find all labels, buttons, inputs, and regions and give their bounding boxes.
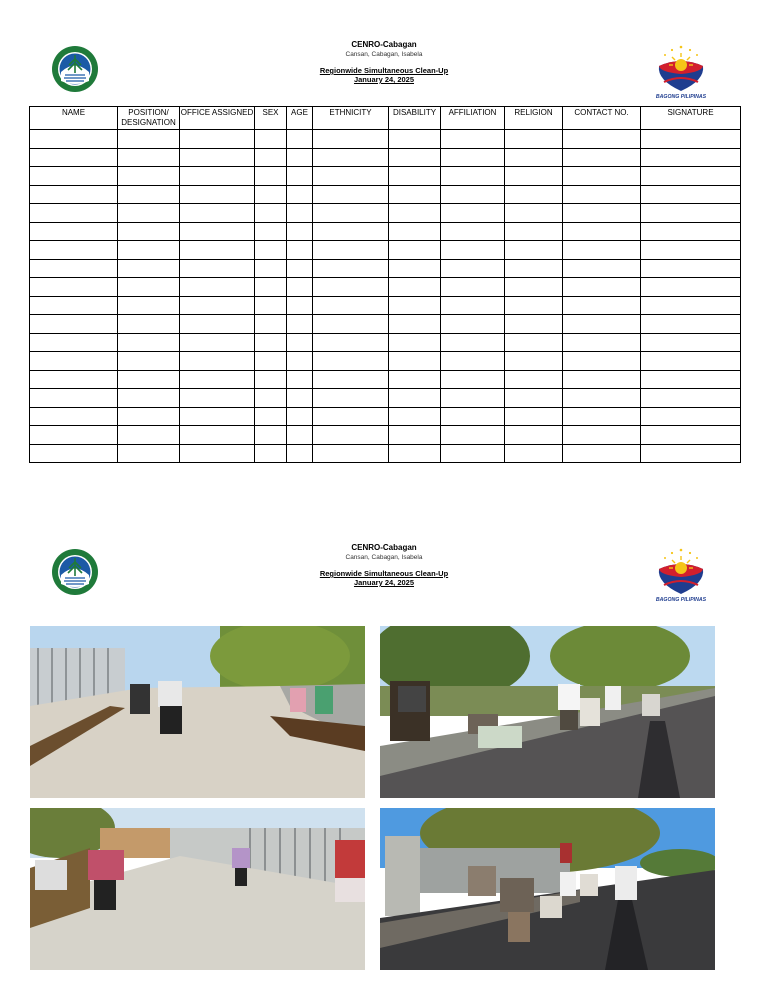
- table-cell[interactable]: [505, 315, 563, 334]
- table-cell[interactable]: [441, 426, 505, 445]
- table-cell[interactable]: [563, 130, 641, 149]
- table-row: [30, 148, 741, 167]
- table-cell[interactable]: [255, 185, 287, 204]
- table-cell[interactable]: [255, 389, 287, 408]
- table-cell[interactable]: [441, 167, 505, 186]
- table-cell[interactable]: [389, 370, 441, 389]
- column-header: AFFILIATION: [441, 107, 505, 130]
- table-cell[interactable]: [255, 241, 287, 260]
- table-cell[interactable]: [389, 241, 441, 260]
- event-title: Regionwide Simultaneous Clean-Up: [319, 569, 449, 578]
- table-cell[interactable]: [563, 370, 641, 389]
- table-cell[interactable]: [505, 444, 563, 463]
- table-cell[interactable]: [287, 259, 313, 278]
- table-cell[interactable]: [641, 204, 741, 223]
- table-cell[interactable]: [30, 148, 118, 167]
- table-cell[interactable]: [180, 407, 255, 426]
- table-cell[interactable]: [441, 204, 505, 223]
- table-cell[interactable]: [563, 444, 641, 463]
- table-cell[interactable]: [255, 352, 287, 371]
- table-row: [30, 241, 741, 260]
- table-cell[interactable]: [287, 148, 313, 167]
- table-row: [30, 185, 741, 204]
- office-name: CENRO-Cabagan: [351, 543, 417, 552]
- table-cell[interactable]: [30, 130, 118, 149]
- table-cell[interactable]: [641, 185, 741, 204]
- column-header: ETHNICITY: [313, 107, 389, 130]
- event-date: January 24, 2025: [353, 75, 415, 84]
- table-cell[interactable]: [30, 259, 118, 278]
- table-cell[interactable]: [441, 407, 505, 426]
- table-cell[interactable]: [641, 167, 741, 186]
- table-cell[interactable]: [255, 222, 287, 241]
- table-row: [30, 315, 741, 334]
- table-cell[interactable]: [389, 315, 441, 334]
- table-cell[interactable]: [180, 148, 255, 167]
- table-cell[interactable]: [505, 296, 563, 315]
- event-date: January 24, 2025: [353, 578, 415, 587]
- table-cell[interactable]: [641, 130, 741, 149]
- table-cell[interactable]: [563, 259, 641, 278]
- table-cell[interactable]: [441, 241, 505, 260]
- table-cell[interactable]: [180, 185, 255, 204]
- table-cell[interactable]: [641, 407, 741, 426]
- table-cell[interactable]: [563, 315, 641, 334]
- table-cell[interactable]: [563, 333, 641, 352]
- table-cell[interactable]: [180, 278, 255, 297]
- table-cell[interactable]: [118, 148, 180, 167]
- column-header: POSITION/ DESIGNATION: [118, 107, 180, 130]
- table-cell[interactable]: [641, 370, 741, 389]
- column-header: OFFICE ASSIGNED: [180, 107, 255, 130]
- table-cell[interactable]: [287, 426, 313, 445]
- table-cell[interactable]: [287, 204, 313, 223]
- table-cell[interactable]: [30, 333, 118, 352]
- table-cell[interactable]: [563, 389, 641, 408]
- table-cell[interactable]: [313, 167, 389, 186]
- table-cell[interactable]: [180, 370, 255, 389]
- table-row: [30, 333, 741, 352]
- table-cell[interactable]: [118, 315, 180, 334]
- bagong-pilipinas-logo-icon: [650, 44, 712, 100]
- table-cell[interactable]: [505, 370, 563, 389]
- table-cell[interactable]: [118, 407, 180, 426]
- table-cell[interactable]: [563, 241, 641, 260]
- table-cell[interactable]: [389, 259, 441, 278]
- table-cell[interactable]: [30, 222, 118, 241]
- header-text-block: [234, 543, 534, 587]
- table-cell[interactable]: [313, 278, 389, 297]
- table-cell[interactable]: [30, 426, 118, 445]
- table-cell[interactable]: [313, 389, 389, 408]
- table-cell[interactable]: [441, 352, 505, 371]
- table-cell[interactable]: [441, 370, 505, 389]
- table-cell[interactable]: [641, 241, 741, 260]
- column-header: SEX: [255, 107, 287, 130]
- photo-roadside-cleanup-2: [380, 808, 715, 970]
- table-cell[interactable]: [505, 389, 563, 408]
- table-cell[interactable]: [389, 167, 441, 186]
- table-cell[interactable]: [30, 167, 118, 186]
- table-cell[interactable]: [30, 204, 118, 223]
- table-cell[interactable]: [441, 148, 505, 167]
- table-cell[interactable]: [389, 333, 441, 352]
- table-row: [30, 278, 741, 297]
- table-cell[interactable]: [389, 426, 441, 445]
- table-cell[interactable]: [313, 241, 389, 260]
- photo-sidewalk-cleanup-2: [30, 808, 365, 970]
- table-row: [30, 296, 741, 315]
- event-title: Regionwide Simultaneous Clean-Up: [319, 66, 449, 75]
- table-cell[interactable]: [441, 389, 505, 408]
- table-cell[interactable]: [313, 315, 389, 334]
- table-row: [30, 370, 741, 389]
- table-cell[interactable]: [389, 204, 441, 223]
- column-header: NAME: [30, 107, 118, 130]
- table-cell[interactable]: [287, 333, 313, 352]
- table-cell[interactable]: [255, 370, 287, 389]
- table-cell[interactable]: [287, 389, 313, 408]
- table-cell[interactable]: [505, 185, 563, 204]
- table-cell[interactable]: [505, 222, 563, 241]
- table-cell[interactable]: [441, 185, 505, 204]
- table-cell[interactable]: [441, 315, 505, 334]
- table-cell[interactable]: [287, 167, 313, 186]
- office-name: CENRO-Cabagan: [351, 40, 417, 49]
- page-header-photos: [0, 543, 768, 603]
- table-cell[interactable]: [505, 167, 563, 186]
- bagong-pilipinas-label: BAGONG PILIPINAS: [655, 94, 707, 100]
- table-cell[interactable]: [180, 444, 255, 463]
- table-cell[interactable]: [389, 407, 441, 426]
- table-row: [30, 130, 741, 149]
- table-cell[interactable]: [563, 278, 641, 297]
- table-cell[interactable]: [641, 222, 741, 241]
- table-cell[interactable]: [30, 352, 118, 371]
- table-cell[interactable]: [255, 407, 287, 426]
- table-cell[interactable]: [313, 426, 389, 445]
- table-cell[interactable]: [505, 426, 563, 445]
- table-cell[interactable]: [563, 222, 641, 241]
- table-cell[interactable]: [313, 296, 389, 315]
- table-cell[interactable]: [505, 130, 563, 149]
- table-cell[interactable]: [505, 407, 563, 426]
- table-cell[interactable]: [563, 167, 641, 186]
- table-cell[interactable]: [313, 204, 389, 223]
- header-text-block: [234, 40, 534, 84]
- table-cell[interactable]: [441, 296, 505, 315]
- table-row: [30, 259, 741, 278]
- table-cell[interactable]: [641, 352, 741, 371]
- table-row: [30, 426, 741, 445]
- column-header: AGE: [287, 107, 313, 130]
- table-cell[interactable]: [30, 407, 118, 426]
- column-header: DISABILITY: [389, 107, 441, 130]
- table-cell[interactable]: [563, 185, 641, 204]
- attendance-table: [29, 106, 741, 463]
- table-cell[interactable]: [255, 444, 287, 463]
- table-cell[interactable]: [30, 370, 118, 389]
- table-cell[interactable]: [118, 352, 180, 371]
- table-cell[interactable]: [641, 278, 741, 297]
- table-cell[interactable]: [255, 259, 287, 278]
- table-cell[interactable]: [641, 389, 741, 408]
- table-cell[interactable]: [313, 370, 389, 389]
- table-cell[interactable]: [287, 130, 313, 149]
- table-cell[interactable]: [255, 148, 287, 167]
- table-row: [30, 222, 741, 241]
- table-cell[interactable]: [441, 259, 505, 278]
- table-cell[interactable]: [563, 407, 641, 426]
- table-cell[interactable]: [313, 222, 389, 241]
- table-cell[interactable]: [30, 444, 118, 463]
- table-cell[interactable]: [118, 185, 180, 204]
- table-cell[interactable]: [313, 130, 389, 149]
- table-cell[interactable]: [30, 389, 118, 408]
- table-row: [30, 167, 741, 186]
- table-cell[interactable]: [313, 148, 389, 167]
- table-cell[interactable]: [563, 204, 641, 223]
- table-cell[interactable]: [255, 204, 287, 223]
- table-cell[interactable]: [287, 296, 313, 315]
- table-cell[interactable]: [118, 370, 180, 389]
- table-cell[interactable]: [118, 444, 180, 463]
- table-row: [30, 204, 741, 223]
- bagong-pilipinas-logo-icon: [650, 547, 712, 603]
- table-cell[interactable]: [641, 148, 741, 167]
- table-cell[interactable]: [641, 259, 741, 278]
- table-cell[interactable]: [180, 426, 255, 445]
- table-cell[interactable]: [389, 222, 441, 241]
- table-cell[interactable]: [313, 333, 389, 352]
- table-cell[interactable]: [441, 444, 505, 463]
- table-row: [30, 407, 741, 426]
- table-cell[interactable]: [118, 204, 180, 223]
- table-cell[interactable]: [180, 352, 255, 371]
- table-cell[interactable]: [313, 444, 389, 463]
- table-cell[interactable]: [30, 241, 118, 260]
- table-cell[interactable]: [180, 241, 255, 260]
- table-cell[interactable]: [180, 167, 255, 186]
- table-cell[interactable]: [180, 259, 255, 278]
- column-header: RELIGION: [505, 107, 563, 130]
- table-cell[interactable]: [313, 352, 389, 371]
- table-cell[interactable]: [389, 278, 441, 297]
- table-cell[interactable]: [505, 204, 563, 223]
- table-cell[interactable]: [389, 130, 441, 149]
- table-cell[interactable]: [118, 241, 180, 260]
- page-header: [0, 40, 768, 100]
- table-cell[interactable]: [255, 315, 287, 334]
- table-cell[interactable]: [641, 444, 741, 463]
- table-cell[interactable]: [255, 426, 287, 445]
- table-cell[interactable]: [441, 222, 505, 241]
- table-cell[interactable]: [118, 167, 180, 186]
- table-cell[interactable]: [441, 333, 505, 352]
- table-cell[interactable]: [255, 167, 287, 186]
- table-cell[interactable]: [118, 296, 180, 315]
- table-cell[interactable]: [30, 185, 118, 204]
- table-cell[interactable]: [287, 370, 313, 389]
- table-cell[interactable]: [255, 130, 287, 149]
- table-cell[interactable]: [641, 296, 741, 315]
- office-address: Cansan, Cabagan, Isabela: [345, 554, 423, 561]
- table-cell[interactable]: [118, 259, 180, 278]
- table-cell[interactable]: [287, 222, 313, 241]
- table-cell[interactable]: [389, 444, 441, 463]
- table-cell[interactable]: [641, 333, 741, 352]
- table-cell[interactable]: [287, 315, 313, 334]
- table-body: [30, 130, 741, 463]
- table-cell[interactable]: [505, 333, 563, 352]
- table-cell[interactable]: [118, 222, 180, 241]
- table-cell[interactable]: [255, 333, 287, 352]
- table-cell[interactable]: [505, 259, 563, 278]
- table-cell[interactable]: [563, 426, 641, 445]
- table-cell[interactable]: [180, 315, 255, 334]
- table-cell[interactable]: [563, 296, 641, 315]
- office-address: Cansan, Cabagan, Isabela: [345, 51, 423, 58]
- table-cell[interactable]: [180, 389, 255, 408]
- table-cell[interactable]: [389, 352, 441, 371]
- table-cell[interactable]: [505, 148, 563, 167]
- denr-seal-icon: [51, 548, 99, 596]
- table-cell[interactable]: [180, 296, 255, 315]
- photo-sidewalk-cleanup-1: [30, 626, 365, 798]
- denr-seal-icon: [51, 45, 99, 93]
- table-cell[interactable]: [505, 352, 563, 371]
- table-cell[interactable]: [180, 130, 255, 149]
- table-cell[interactable]: [563, 352, 641, 371]
- table-cell[interactable]: [180, 222, 255, 241]
- table-cell[interactable]: [118, 333, 180, 352]
- table-cell[interactable]: [118, 426, 180, 445]
- table-cell[interactable]: [389, 148, 441, 167]
- table-cell[interactable]: [118, 130, 180, 149]
- column-header: SIGNATURE: [641, 107, 741, 130]
- table-cell[interactable]: [287, 352, 313, 371]
- table-cell[interactable]: [180, 333, 255, 352]
- table-cell[interactable]: [313, 407, 389, 426]
- table-row: [30, 444, 741, 463]
- table-cell[interactable]: [389, 389, 441, 408]
- table-cell[interactable]: [563, 148, 641, 167]
- table-cell[interactable]: [641, 315, 741, 334]
- table-cell[interactable]: [389, 296, 441, 315]
- table-cell[interactable]: [255, 296, 287, 315]
- table-cell[interactable]: [389, 185, 441, 204]
- table-cell[interactable]: [287, 241, 313, 260]
- table-cell[interactable]: [255, 278, 287, 297]
- table-cell[interactable]: [287, 278, 313, 297]
- table-cell[interactable]: [287, 407, 313, 426]
- photo-roadside-cleanup-1: [380, 626, 715, 798]
- table-cell[interactable]: [30, 315, 118, 334]
- table-cell[interactable]: [118, 389, 180, 408]
- table-cell[interactable]: [441, 130, 505, 149]
- bagong-pilipinas-label: BAGONG PILIPINAS: [655, 597, 707, 603]
- table-cell[interactable]: [505, 241, 563, 260]
- table-cell[interactable]: [118, 278, 180, 297]
- table-cell[interactable]: [287, 185, 313, 204]
- table-cell[interactable]: [30, 278, 118, 297]
- table-cell[interactable]: [30, 296, 118, 315]
- column-header: CONTACT NO.: [563, 107, 641, 130]
- table-cell[interactable]: [505, 278, 563, 297]
- table-row: [30, 389, 741, 408]
- table-cell[interactable]: [641, 426, 741, 445]
- table-cell[interactable]: [313, 259, 389, 278]
- table-cell[interactable]: [287, 444, 313, 463]
- table-header-row: [30, 107, 741, 130]
- table-cell[interactable]: [180, 204, 255, 223]
- table-cell[interactable]: [441, 278, 505, 297]
- table-cell[interactable]: [313, 185, 389, 204]
- table-row: [30, 352, 741, 371]
